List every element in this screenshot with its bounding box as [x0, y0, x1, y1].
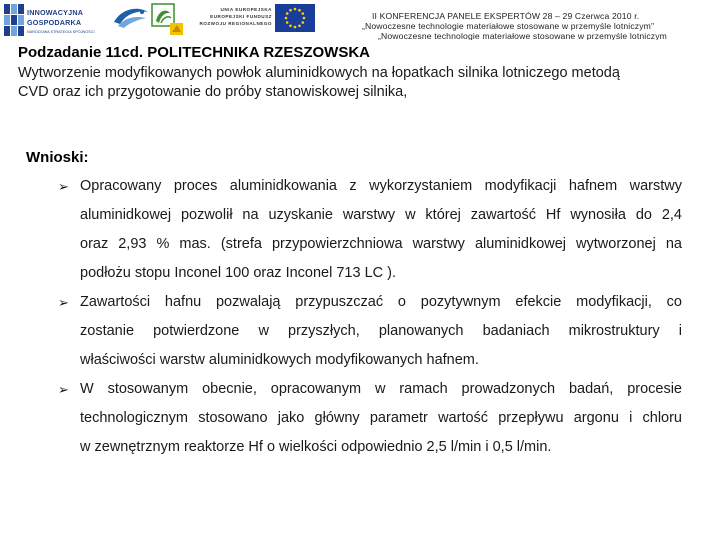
intro-line: CVD oraz ich przygotowanie do próby stanowiskowej silnika,: [18, 84, 408, 100]
eu-text-line1: UNIA EUROPEJSKA: [220, 7, 272, 12]
ig-logo-line2: GOSPODARKA: [27, 18, 82, 27]
conclusion-line: zostanie potwierdzone w przyszłych, planowanych badaniach mikrostruktury i: [80, 323, 682, 339]
conclusion-line: Zawartości hafnu pozwalają przypuszczać o pozytywnym efekcie modyfikacji, co: [80, 294, 682, 310]
arrowhead-bullet-icon: ➢: [58, 382, 69, 397]
arrowhead-bullet-icon: ➢: [58, 179, 69, 194]
eu-text-line3: ROZWOJU REGIONALNEGO: [199, 21, 272, 26]
conclusion-item: [58, 375, 682, 462]
innovation-emblem-icon: [3, 3, 25, 37]
conclusions-heading: Wnioski:: [26, 149, 89, 166]
intro-line: Wytworzenie modyfikowanych powłok aluminidkowych na łopatkach silnika lotniczego metodą: [18, 65, 620, 81]
ig-logo-line1: INNOWACYJNA: [27, 8, 84, 17]
conference-subtitle-repeat: „Nowoczesne technologie materiałowe stosowane w przemyśle lotniczym: [378, 31, 667, 40]
eu-text-line2: EUROPEJSKI FUNDUSZ: [210, 14, 272, 19]
header-bar: [0, 0, 720, 40]
conclusions-list: [58, 172, 682, 462]
conclusion-line: technologicznym stosowano jako główny parametr wartość przepływu argonu i chloru: [80, 410, 682, 426]
conclusion-item: [58, 172, 682, 288]
intro-paragraph: [18, 64, 718, 102]
green-ribbon-logo-icon: [151, 3, 185, 37]
conclusion-line: w zewnętrznym reaktorze Hf o wielkości odpowiednio 2,5 l/min i 0,5 l/min.: [80, 439, 552, 455]
conclusion-item: [58, 288, 682, 375]
conference-subtitle: „Nowoczesne technologie materiałowe stosowane w przemyśle lotniczym": [362, 21, 655, 31]
conclusion-line: Opracowany proces aluminidkowania z wykorzystaniem modyfikacji hafnem warstwy: [80, 178, 682, 194]
section-heading: Podzadanie 11cd. POLITECHNIKA RZESZOWSKA: [18, 44, 370, 61]
conclusion-line: właściwości warstw aluminidkowych modyfikowanych hafnem.: [80, 352, 479, 368]
innowacyjna-gospodarka-logo: [3, 3, 107, 39]
arrowhead-bullet-icon: ➢: [58, 295, 69, 310]
conclusion-line: W stosowanym obecnie, opracowanym w ramach prowadzonych badań, procesie: [80, 381, 682, 397]
conference-title: II KONFERENCJA PANELE EKSPERTÓW 28 – 29 Czerwca 2010 r.: [372, 11, 640, 21]
conclusion-line: aluminidkowej pozwolił na uzyskanie warstwy w której zawartość Hf wynosiła do 2,4: [80, 207, 682, 223]
eu-flag-icon: [275, 4, 315, 32]
conclusion-line: oraz 2,93 % mas. (strefa przypowierzchniowa warstwy aluminidkowej wytworzonej na: [80, 236, 682, 252]
ig-logo-line3: NARODOWA STRATEGIA SPÓJNOŚCI: [27, 30, 95, 34]
conclusion-line: podłożu stopu Inconel 100 oraz Inconel 713 LC ).: [80, 265, 396, 281]
swirl-emblem-icon: [112, 4, 150, 30]
